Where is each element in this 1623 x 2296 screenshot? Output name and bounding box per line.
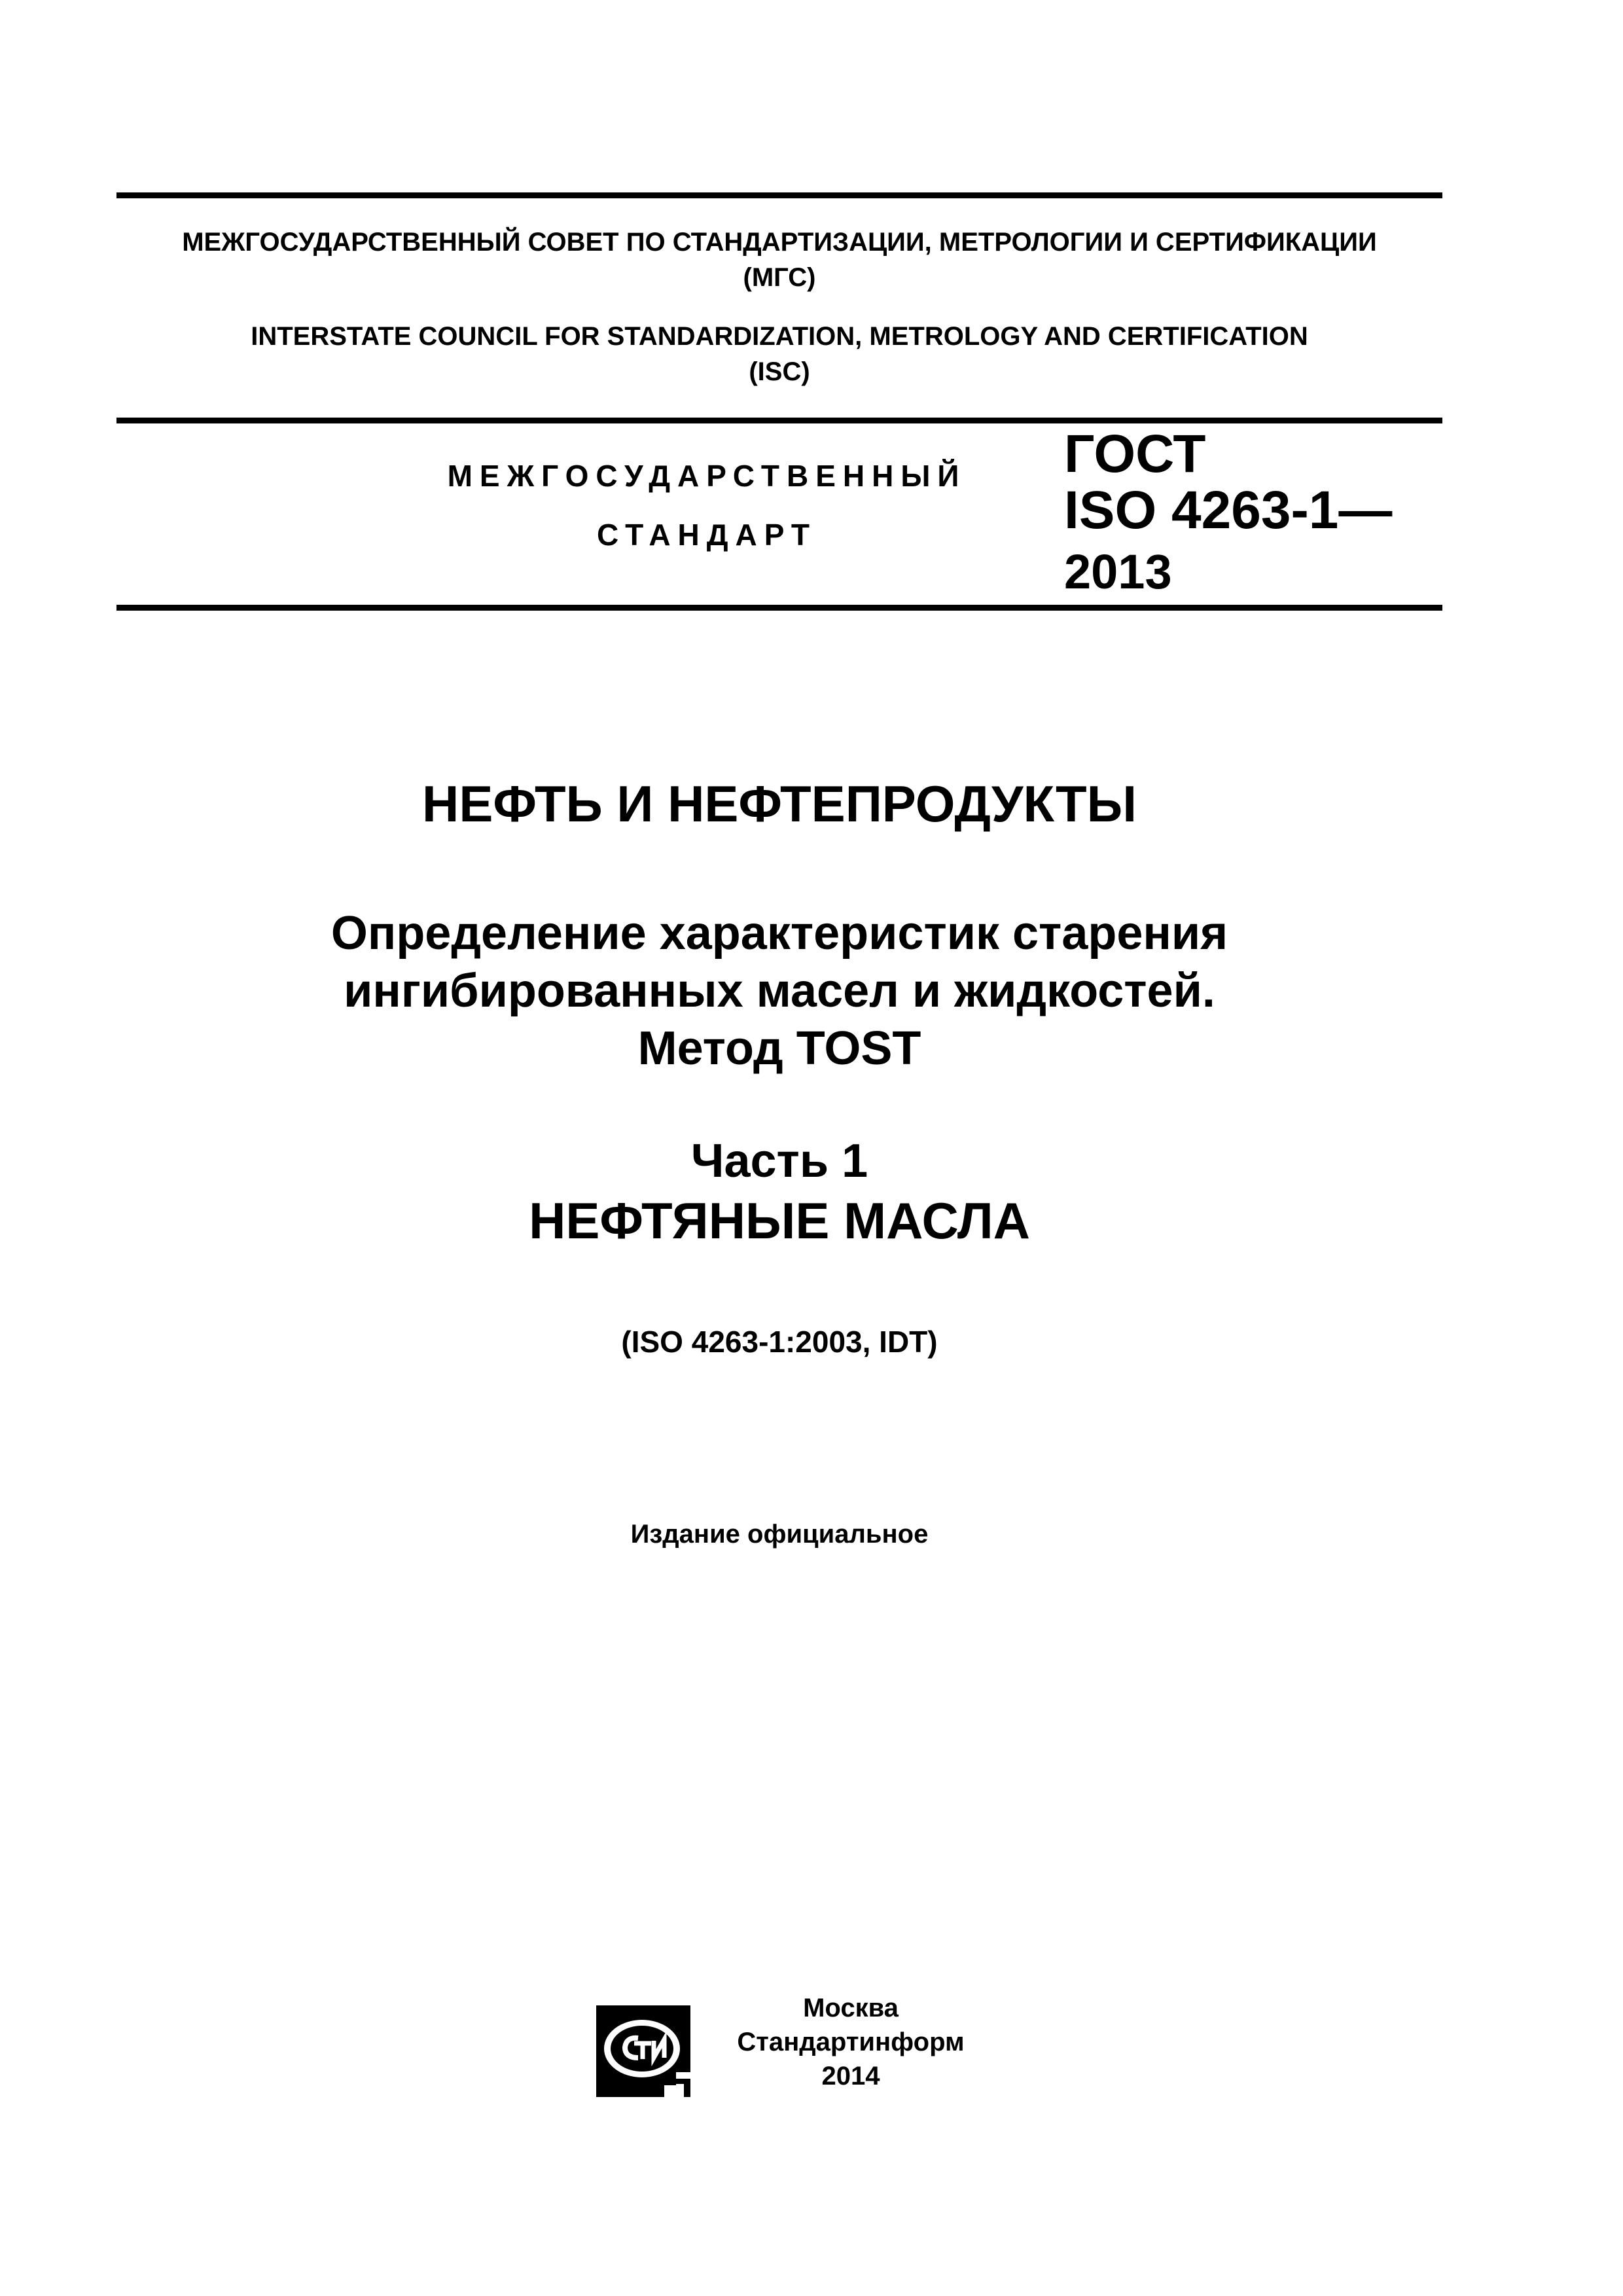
council-name-ru: МЕЖГОСУДАРСТВЕННЫЙ СОВЕТ ПО СТАНДАРТИЗАЦИИ, МЕТРОЛОГИИ И СЕРТИФИКАЦИИ (182, 228, 1377, 257)
top-divider (116, 192, 1442, 198)
council-name-en: INTERSTATE COUNCIL FOR STANDARDIZATION, METROLOGY AND CERTIFICATION (251, 322, 1308, 351)
part-title: НЕФТЯНЫЕ МАСЛА (529, 1192, 1030, 1249)
subtitle-line3: Метод TOST (637, 1022, 921, 1075)
standard-type-line2: СТАНДАРТ (597, 518, 817, 552)
bottom-divider (116, 605, 1442, 611)
standard-designation-line1: ГОСТ (1064, 424, 1206, 484)
standard-type-line1: МЕЖГОСУДАРСТВЕННЫЙ (447, 459, 967, 493)
edition-note: Издание официальное (630, 1520, 929, 1549)
publisher-city: Москва (803, 1994, 899, 2022)
iso-reference: (ISO 4263-1:2003, IDT) (621, 1325, 938, 1359)
council-abbr-ru: (МГС) (743, 263, 816, 292)
publisher-name: Стандартинформ (737, 2028, 965, 2056)
part-label: Часть 1 (690, 1135, 868, 1187)
document-title: НЕФТЬ И НЕФТЕПРОДУКТЫ (422, 775, 1137, 833)
subtitle-line2: ингибированных масел и жидкостей. (344, 965, 1215, 1017)
standard-designation-line2: ISO 4263-1— (1064, 480, 1393, 540)
middle-divider (116, 418, 1442, 423)
standard-designation-line3: 2013 (1064, 545, 1172, 599)
standartinform-logo-icon (592, 2001, 697, 2101)
council-abbr-en: (ISC) (749, 357, 810, 386)
publication-year: 2014 (821, 2062, 880, 2090)
subtitle-line1: Определение характеристик старения (330, 907, 1228, 960)
